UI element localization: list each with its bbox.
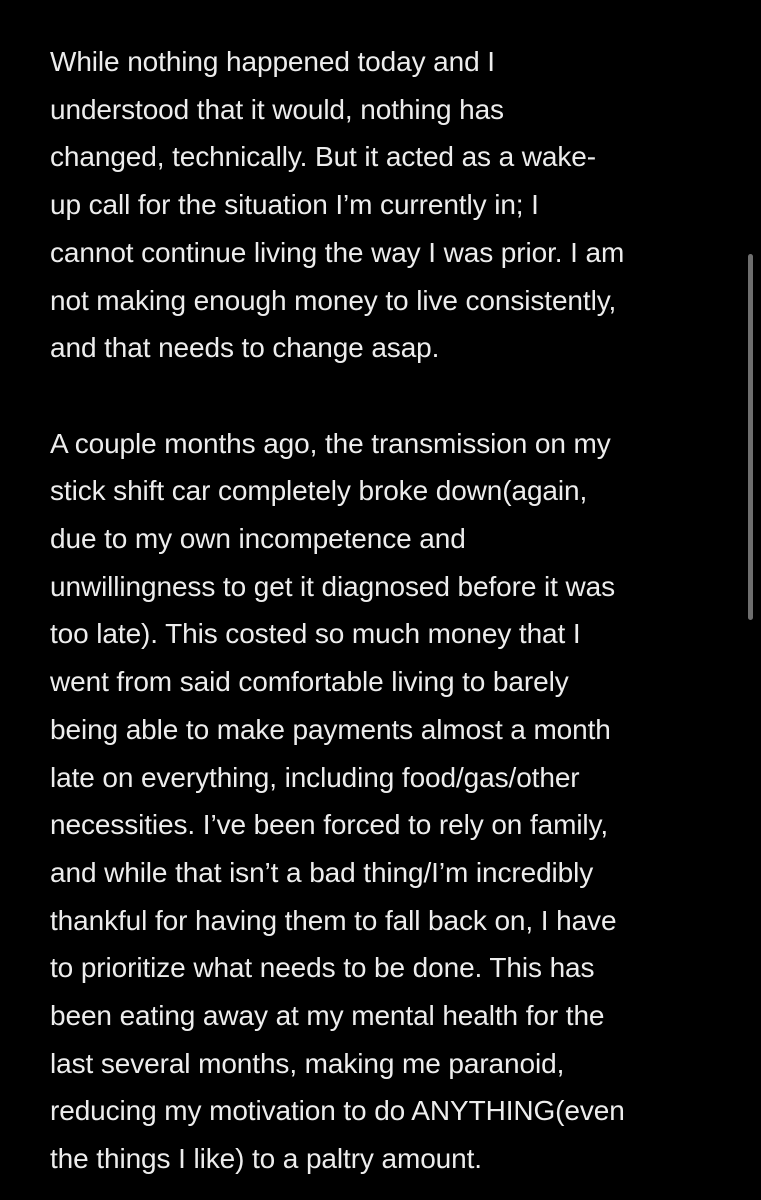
paragraph-2 [50, 420, 730, 1183]
text-line: reducing my motivation to do ANYTHING(even [50, 1095, 625, 1127]
text-line: and while that isn’t a bad thing/I’m incredibly [50, 856, 594, 888]
text-line: being able to make payments almost a month [50, 713, 611, 745]
text-line: to prioritize what needs to be done. This has [50, 952, 595, 984]
text-line: been eating away at my mental health for the [50, 1000, 605, 1032]
text-line: due to my own incompetence and [50, 523, 466, 555]
text-line: A couple months ago, the transmission on my [50, 427, 611, 459]
note-body[interactable] [50, 38, 730, 1183]
text-line: cannot continue living the way I was prior. I am [50, 236, 625, 268]
paragraph-gap [50, 372, 730, 420]
text-line: not making enough money to live consistently, [50, 284, 617, 316]
text-line: the things I like) to a paltry amount. [50, 1143, 482, 1175]
text-line: stick shift car completely broke down(again, [50, 475, 588, 507]
text-line: unwillingness to get it diagnosed before it was [50, 570, 615, 602]
text-line: While nothing happened today and I [50, 46, 495, 77]
text-line: too late). This costed so much money that I [50, 618, 581, 650]
vertical-scrollbar[interactable] [748, 254, 753, 620]
text-line: late on everything, including food/gas/other [50, 761, 580, 793]
text-line: went from said comfortable living to barely [50, 666, 569, 698]
paragraph-1 [50, 38, 730, 372]
text-line: necessities. I’ve been forced to rely on family, [50, 809, 609, 841]
text-line: up call for the situation I’m currently in; I [50, 189, 539, 221]
text-line: changed, technically. But it acted as a wake- [50, 141, 596, 173]
text-line: and that needs to change asap. [50, 332, 440, 364]
text-line: understood that it would, nothing has [50, 93, 504, 125]
text-line: last several months, making me paranoid, [50, 1047, 565, 1079]
text-line: thankful for having them to fall back on, I have [50, 904, 617, 936]
